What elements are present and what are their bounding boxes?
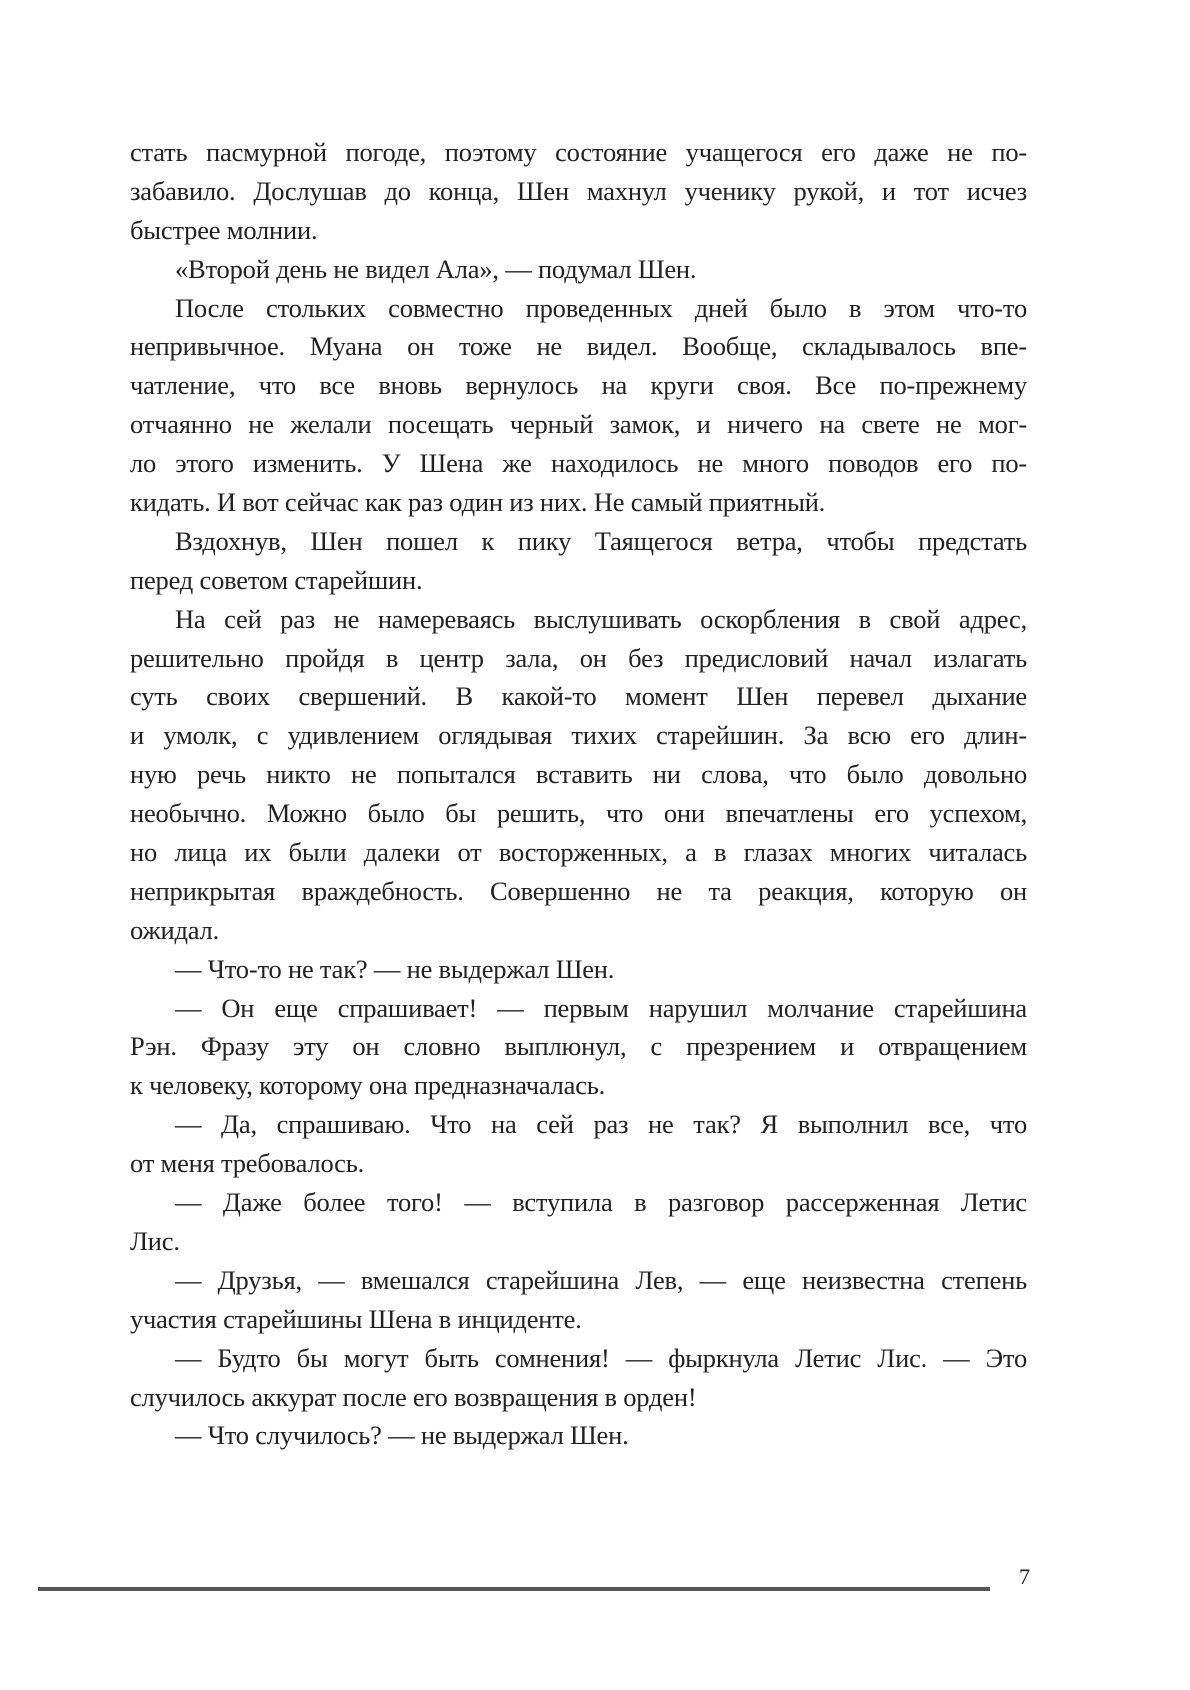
text-line: решительно пройдя в центр зала, он без предисловий начал излагать bbox=[130, 642, 1027, 673]
text-line: суть своих свершений. В какой-то момент Шен перевел дыхание bbox=[130, 681, 1027, 712]
text-line: На сей раз не намереваясь выслушивать оскорбления в свой адрес, bbox=[175, 603, 1027, 634]
text-line: — Даже более того! — вступила в разговор рассерженная Летис bbox=[175, 1187, 1027, 1218]
text-line: После стольких совместно проведенных дней было в этом что-то bbox=[175, 292, 1027, 323]
body-text bbox=[130, 133, 1027, 1455]
text-line: забавило. Дослушав до конца, Шен махнул ученику рукой, и тот исчез bbox=[130, 175, 1027, 206]
text-line: — Он еще спрашивает! — первым нарушил молчание старейшина bbox=[175, 992, 1027, 1023]
text-line: к человеку, которому она предназначалась. bbox=[130, 1070, 606, 1101]
text-line: — Да, спрашиваю. Что на сей раз не так? Я выполнил все, что bbox=[175, 1109, 1027, 1140]
text-line: — Друзья, — вмешался старейшина Лев, — еще неизвестна степень bbox=[175, 1264, 1027, 1295]
text-line: быстрее молнии. bbox=[130, 214, 318, 245]
text-line: Рэн. Фразу эту он словно выплюнул, с презрением и отвращением bbox=[130, 1031, 1027, 1062]
text-line: — Что случилось? — не выдержал Шен. bbox=[175, 1420, 629, 1451]
text-line: непривычное. Муана он тоже не видел. Вообще, складывалось впе- bbox=[130, 331, 1027, 362]
text-line: «Второй день не видел Ала», — подумал Шен. bbox=[175, 253, 697, 284]
text-line: перед советом старейшин. bbox=[130, 564, 423, 595]
text-line: случилось аккурат после его возвращения в орден! bbox=[130, 1381, 697, 1412]
text-line: кидать. И вот сейчас как раз один из них. Не самый приятный. bbox=[130, 487, 826, 518]
text-line: от меня требовалось. bbox=[130, 1148, 365, 1179]
page-number: 7 bbox=[1019, 1564, 1030, 1589]
text-line: Вздохнув, Шен пошел к пику Таящегося ветра, чтобы предстать bbox=[175, 525, 1027, 556]
text-line: — Будто бы могут быть сомнения! — фыркнула Летис Лис. — Это bbox=[175, 1342, 1027, 1373]
text-line: но лица их были далеки от восторженных, а в глазах многих читалась bbox=[130, 837, 1027, 868]
text-line: ожидал. bbox=[130, 914, 220, 945]
text-line: — Что-то не так? — не выдержал Шен. bbox=[175, 953, 615, 984]
text-line: чатление, что все вновь вернулось на круги своя. Все по-прежнему bbox=[130, 370, 1027, 401]
text-line: необычно. Можно было бы решить, что они впечатлены его успехом, bbox=[130, 798, 1027, 829]
text-line: отчаянно не желали посещать черный замок, и ничего на свете не мог- bbox=[130, 409, 1027, 440]
text-line: неприкрытая враждебность. Совершенно не та реакция, которую он bbox=[130, 875, 1027, 906]
text-line: стать пасмурной погоде, поэтому состояние учащегося его даже не по- bbox=[130, 137, 1027, 167]
text-line: участия старейшины Шена в инциденте. bbox=[130, 1303, 582, 1334]
text-line: и умолк, с удивлением оглядывая тихих старейшин. За всю его длин- bbox=[130, 720, 1027, 751]
text-line: Лис. bbox=[130, 1225, 180, 1256]
text-line: ную речь никто не попытался вставить ни слова, что было довольно bbox=[130, 759, 1027, 790]
footer-rule bbox=[38, 1587, 990, 1591]
text-line: ло этого изменить. У Шена же находилось не много поводов его по- bbox=[130, 448, 1027, 479]
